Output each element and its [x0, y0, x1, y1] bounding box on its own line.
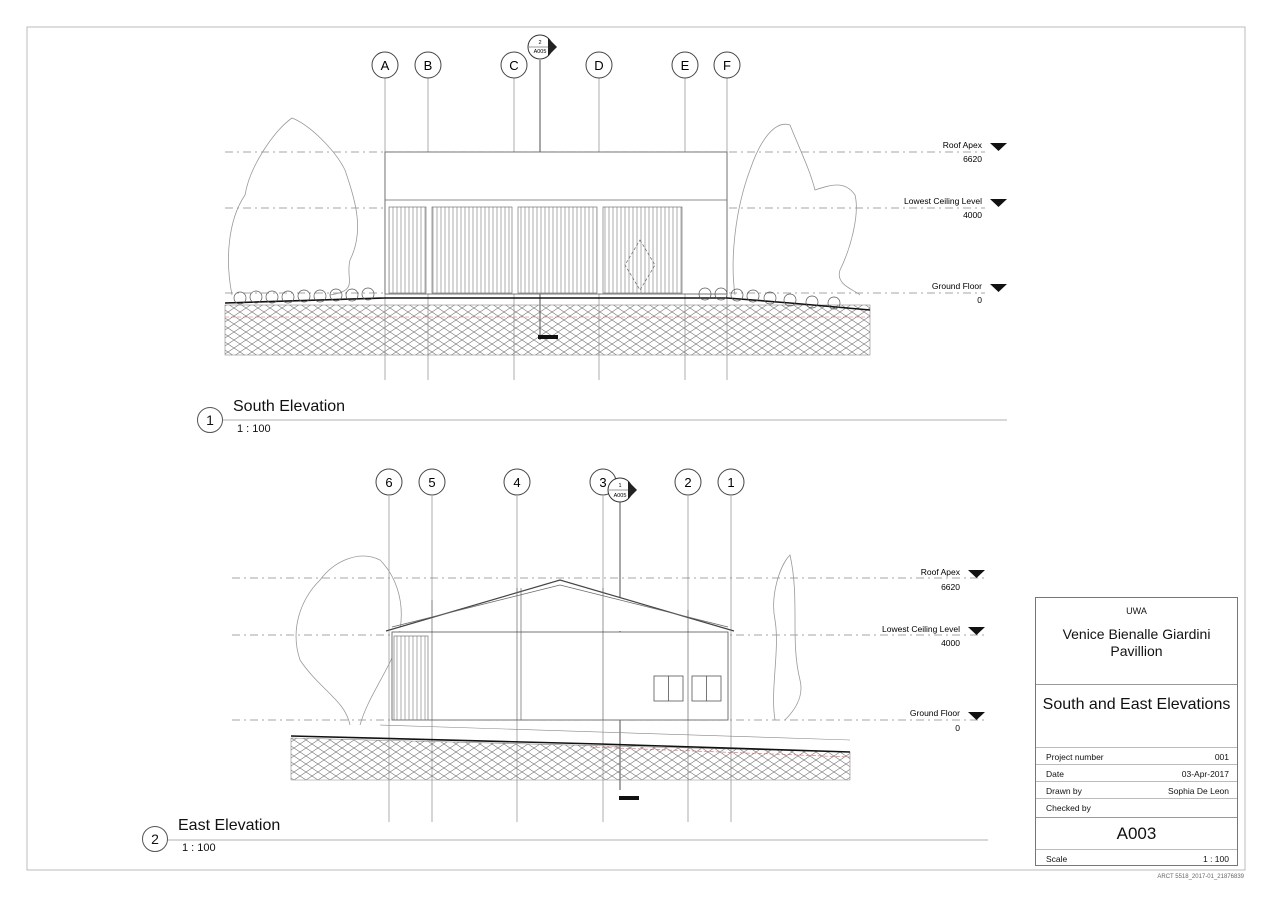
level-value: 4000 — [963, 210, 982, 220]
south-grid-bubbles — [372, 52, 740, 78]
view-title: South Elevation — [233, 398, 346, 415]
section-marker[interactable] — [527, 35, 557, 59]
row-label: Drawn by — [1046, 786, 1082, 796]
level-value: 0 — [977, 295, 982, 305]
south-facade-panels — [389, 207, 682, 293]
section-sheet-top: 1 — [618, 483, 622, 489]
title-block-row — [1036, 764, 1237, 782]
grid-label: 4 — [513, 475, 521, 490]
east-level-markers — [882, 567, 985, 733]
row-value: 001 — [1214, 752, 1229, 762]
title-block-scale-row — [1036, 849, 1237, 867]
grid-label: 5 — [428, 475, 436, 490]
organization: UWA — [1126, 606, 1147, 616]
level-value: 6620 — [941, 582, 960, 592]
scale-value: 1 : 100 — [1203, 854, 1229, 864]
grid-label: 3 — [599, 475, 607, 490]
ground-hatch — [291, 738, 850, 780]
grid-label: C — [509, 58, 519, 73]
south-elevation-drawing — [222, 35, 1007, 420]
tree-outline — [296, 556, 401, 725]
grid-label: F — [723, 58, 731, 73]
view-number: 2 — [142, 826, 168, 852]
ground-hatch — [225, 305, 870, 355]
level-name: Lowest Ceiling Level — [882, 624, 960, 634]
level-value: 0 — [955, 723, 960, 733]
scale-label: Scale — [1046, 854, 1068, 864]
grid-label: B — [423, 58, 433, 73]
row-label: Checked by — [1046, 803, 1091, 813]
sheet-footer-code: ARCT 5518_2017-01_21876839 — [1157, 874, 1244, 880]
row-label: Date — [1046, 769, 1064, 779]
east-elevation-drawing — [167, 469, 988, 840]
grid-label: D — [594, 58, 604, 73]
title-block — [1035, 597, 1238, 866]
view-number: 1 — [197, 407, 223, 433]
sheet-number: A003 — [1036, 817, 1237, 850]
section-marker[interactable] — [608, 478, 637, 502]
title-block-row — [1036, 781, 1237, 799]
grid-label: 6 — [385, 475, 393, 490]
level-name: Roof Apex — [920, 567, 960, 577]
grid-label: E — [680, 58, 690, 73]
south-level-markers — [904, 140, 1007, 305]
level-name: Lowest Ceiling Level — [904, 196, 982, 206]
grid-label: A — [380, 58, 390, 73]
row-value: Sophia De Leon — [1168, 786, 1229, 796]
view-title: East Elevation — [178, 817, 281, 834]
view-scale: 1 : 100 — [182, 842, 216, 854]
tree-outline — [228, 118, 357, 295]
level-name: Ground Floor — [931, 281, 982, 291]
level-name: Ground Floor — [909, 708, 960, 718]
east-grid-bubbles — [376, 469, 744, 495]
level-value: 6620 — [963, 154, 982, 164]
level-name: Roof Apex — [942, 140, 982, 150]
title-block-row — [1036, 798, 1237, 816]
project-name: Venice Bienalle Giardini Pavillion — [1062, 626, 1211, 659]
title-block-row — [1036, 747, 1237, 765]
level-value: 4000 — [941, 638, 960, 648]
row-value: 03-Apr-2017 — [1181, 769, 1229, 779]
gable-roof — [386, 580, 734, 631]
title-block-project-section — [1036, 598, 1237, 685]
grid-label: 1 — [727, 475, 735, 490]
grid-label: 2 — [684, 475, 692, 490]
row-label: Project number — [1046, 752, 1104, 762]
section-sheet-ref: A005 — [613, 493, 627, 499]
section-sheet-ref: A005 — [533, 49, 547, 55]
section-sheet-top: 2 — [538, 40, 542, 46]
tree-outline — [774, 555, 801, 720]
view-scale: 1 : 100 — [237, 423, 271, 435]
tree-outline — [733, 124, 860, 295]
sheet-title: South and East Elevations — [1042, 696, 1231, 713]
